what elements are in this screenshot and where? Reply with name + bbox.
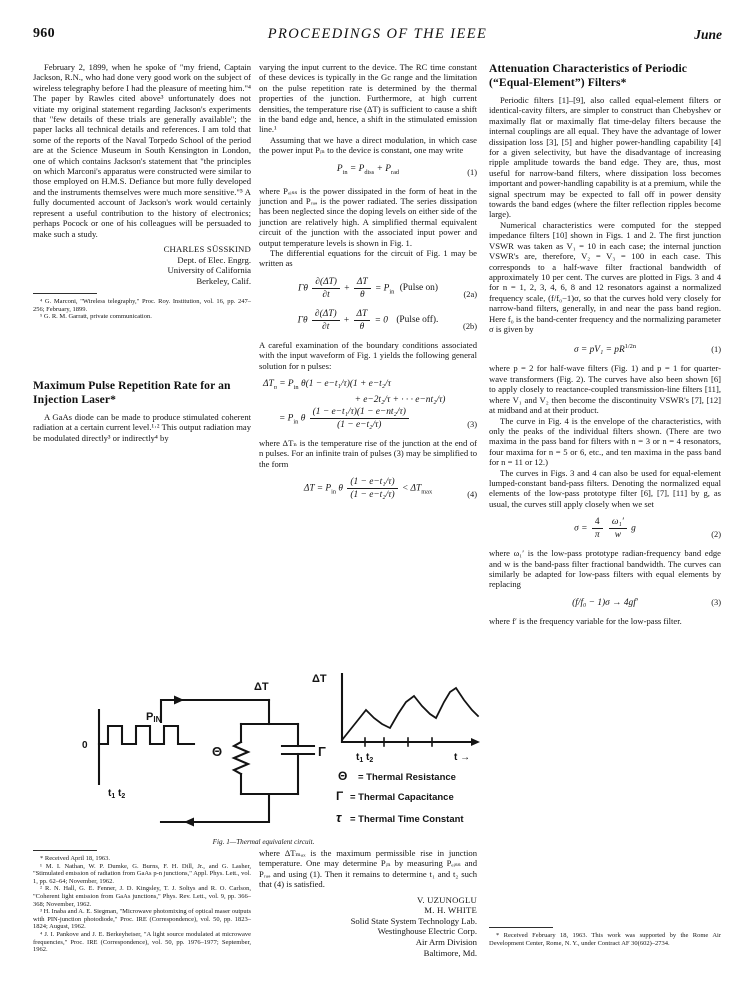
eq2b-prefix: Γθ — [297, 315, 308, 326]
letter2-body: A GaAs diode can be made to produce stimulated coherent radiation at a certain current level.¹·² This output radiation may be modulated directly³ or indirectly⁴ by — [33, 412, 251, 443]
signature-author-2: M. H. WHITE — [424, 905, 477, 916]
eq3-number: (3) — [467, 419, 477, 429]
c3eq1-number: (1) — [711, 345, 721, 355]
eq2a-number: (2a) — [463, 289, 477, 299]
footnote-item: ⁵ G. R. M. Garratt, private communication. — [40, 313, 152, 321]
eq2a-equals-sub: in — [389, 288, 395, 296]
section-spacer — [33, 321, 251, 379]
eq3-line3-lhs: = P — [279, 413, 294, 424]
letter1-body: February 2, 1899, when he spoke of "my friend, Captain Jackson, R.N., who had done very good work on the subject of wireless telegraphy before I had the pleasure of meeting him."⁴ The paper by Rawles cited above³ unfortunately does not vitiate my original statement regarding Jackson's experiments that "few details of these trials are generally available"; the paper lacks all technical details and references. I am told that some of the reports of the Naval Torpedo School of the period are at the Science Museum in South Kensington in London, one of which contains Jackson's statement that "the principles on which Marconi's apparatus were constructed were similar to those employed on H.M.S. Defiance but more fully developed and the instruments themselves were much more sensitive."⁵ A fully documented account of Jackson's work would certainly represent a useful contribution to the history of electronics; perhaps Pocock or one of his colleagues will be persuaded to make such a study. — [33, 62, 251, 239]
eq4-tail: < ΔT — [401, 483, 422, 494]
eq2b-condition: (Pulse off). — [396, 315, 439, 326]
legend-symbol-tau: τ — [336, 810, 342, 825]
col3-para-1: Periodic filters [1]–[9], also called equal-element filters or identical-cavity filters, are simpler to construct than Chebyshev or maximally flat or maximally flat time-delay filters because the internal couplings are all equal. They have the advantage of lower dissipation loss [3], [5] and higher power-handling capability [4] for a given selectivity, but have the disadvantage of increasing ripple amplitude towards the band edge. They are, thus, most useful for narrow-band filters, where dissipation loss becomes important and power-handling capability is at a premium, while the signal spectrum may be expected to fall off in power density towards the band edges (where the filter reflection ripples become large). — [489, 95, 721, 220]
eq3-rhs: = P — [279, 379, 294, 389]
col2-para-1: varying the input current to the device. The RC time constant of these devices is typically in the Gc range and the limitation on the pulse repetition rate is determined by the thermal properties of the junction. Furthermore, at high current densities, the temperature rise (ΔT) is sufficient to cause a shift in the band edge and, hence, a shift in the stimulated emission line.¹ — [259, 62, 477, 135]
equation-4 — [259, 476, 477, 501]
eq4-frac-num: (1 − e−t₁/τ) — [350, 477, 395, 488]
footnote-rule — [489, 927, 553, 928]
c3eq1-exponent: 1/2n — [624, 343, 637, 351]
figure-thermal-equivalent-circuit — [36, 662, 491, 837]
eq3-frac — [310, 406, 409, 431]
equation-2a — [259, 276, 477, 301]
eq2a-condition: (Pulse on) — [399, 283, 438, 294]
signature-author: CHARLES SÜSSKIND — [163, 243, 251, 254]
letter1-signature — [33, 244, 251, 286]
eq3-frac-num: (1 − e−t₁/τ)(1 − e−nt₂/τ) — [312, 406, 406, 417]
col3-equation-3 — [489, 597, 721, 609]
footnote-item: ¹ M. I. Nathan, W. P. Dumke, G. Burns, F. H. Dill, Jr., and G. Lasher, "Stimulated emission of radiation from GaAs p-n junctions," Appl. Phys. Lett., vol. 1, pp. 62–64; November, 1962. — [33, 862, 251, 885]
eq2a-prefix: Γθ — [298, 283, 308, 294]
eq2a-equals: = P — [374, 283, 390, 294]
eq2a-frac1-num: ∂(ΔT) — [315, 276, 337, 287]
col3-para-7: where f′ is the frequency variable for the low-pass filter. — [489, 615, 682, 626]
figure-caption-lead: Fig. 1— — [212, 838, 237, 846]
signature-affil-3: Air Arm Division — [415, 937, 477, 947]
footnote-item: ³ H. Inaba and A. E. Siegman, "Microwave photomixing of optical maser outputs with PIN-junction photodiode," Proc. IRE (Correspondence), vol. 50, pp. 1823–1824; August, 1962. — [33, 908, 251, 931]
eq4-theta: θ — [338, 483, 344, 494]
eq1-rhs-sub: diss — [364, 168, 375, 176]
col3-para-4: The curve in Fig. 4 is the envelope of the characteristics, with only the peaks of the individual filters shown. (There are two maxima in the pass band for filters with n = 3 or n = 4 resonators, four maxima for n = 5 or 6, etc., and ten maxima in the pass band for n = 11 or 12.) — [489, 415, 721, 468]
legend-symbol-gamma: Γ — [336, 789, 344, 803]
col3-para-5: The curves in Figs. 3 and 4 can also be used for equal-element lumped-constant band-pass filters. Denoting the normalized equal elements of the low-pass prototype filter [6], [7], [11] by g, as usual, the curves still apply closely when we set — [489, 467, 721, 509]
figure-label-t1t2: $t_1$ $t_2$ — [108, 788, 126, 800]
eq1-number: (1) — [467, 167, 477, 177]
legend-row-tau: = Thermal Time Constant — [350, 814, 464, 825]
c3eq2-number: (2) — [711, 530, 721, 540]
eq1-rhs2: + P — [376, 163, 391, 174]
col3-equation-1 — [489, 341, 721, 356]
col3-equation-2 — [489, 516, 721, 541]
plot-x-arrow — [471, 738, 480, 746]
journal-title: PROCEEDINGS OF THE IEEE — [267, 26, 488, 42]
pin-arrow — [174, 696, 184, 705]
eq2b-equals: = 0 — [374, 315, 388, 326]
col3-para-6: where ω₁′ is the low-pass prototype radian-frequency band edge and w is the band-pass filter fractional bandwidth. The curves can similarly be adapted for low-pass filters with equal elements by replacing — [489, 548, 721, 590]
signature-affil-3: Berkeley, Calif. — [196, 275, 251, 286]
pulse-waveform — [99, 726, 194, 744]
signature-affil-1: Dept. of Elec. Engrg. — [177, 254, 251, 265]
c3eq2-tail: g — [631, 523, 636, 534]
signature-author-1: V. UZUNOGLU — [417, 894, 477, 905]
figure-label-delta-t: ΔT — [254, 681, 269, 693]
eq1-lhs-sub: in — [342, 168, 348, 176]
col2-closing-block — [259, 848, 477, 958]
eq2b-number: (2b) — [463, 321, 477, 331]
equation-3 — [259, 378, 477, 431]
c3eq2-frac1-num: 4 — [594, 517, 600, 528]
col2-para-4: The differential equations for the circuit of Fig. 1 may be written as — [259, 247, 477, 269]
eq3-line-2: + e−2t₂/τ + · · · e−nt₂/τ) — [354, 394, 446, 405]
return-wire — [161, 794, 269, 822]
eq2a-frac2-den: θ — [354, 288, 371, 301]
delta-t-response-curve — [342, 688, 478, 740]
eq1-lhs: P — [336, 163, 343, 174]
col2-para-7: where ΔTₘₐₓ is the maximum permissible rise in junction temperature. One may determine Pᵢₙ by measuring Pₑᵢₛₛ and Pᵣₐₔ and using (1). Then it remains to determine t₁ and t₂ such that (4) is satisfied. — [259, 848, 477, 890]
column-3 — [489, 62, 721, 992]
running-head — [33, 26, 722, 48]
eq4-frac-den: (1 − e−t₂/τ) — [347, 488, 397, 501]
footnote-item: ⁴ G. Marconi, "Wireless telegraphy," Proc. Roy. Institution, vol. 16, pp. 247–256; February, 1899. — [33, 298, 251, 313]
legend-row-gamma: = Thermal Capacitance — [350, 792, 454, 803]
eq2a-frac1-den: ∂t — [312, 288, 340, 301]
column-1 — [33, 62, 251, 992]
eq3-lhs-sub: n — [273, 383, 277, 391]
plot-label-t1t2: $t_1$ $t_2$ — [356, 752, 374, 764]
eq3-lhs: ΔT — [263, 379, 274, 389]
footnote-item: * Received February 18, 1963. This work was supported by the Rome Air Development Center, Rome, N. Y., under Contract AF 30(602)–2734. — [489, 932, 721, 947]
eq3-line-1 — [263, 378, 477, 394]
col2-para-2: Assuming that we have a direct modulation, in which case the power input Pᵢₙ to the device is constant, one may write — [259, 134, 477, 156]
signature-affil-2: Westinghouse Electric Corp. — [377, 926, 477, 937]
figure-label-zero: 0 — [82, 740, 88, 751]
eq4-lhs-sub: in — [331, 488, 337, 496]
eq3-line3-sub: in — [293, 418, 299, 426]
letter2-signature — [259, 895, 477, 959]
eq2b-frac2-den: θ — [354, 320, 371, 333]
plot-label-t-axis: t → — [454, 752, 471, 763]
signature-affil-2: University of California — [167, 265, 251, 276]
signature-affil-4: Baltimore, Md. — [423, 947, 477, 958]
return-arrow — [184, 818, 194, 827]
figure-label-pin: PIN — [146, 711, 162, 724]
letter2-footnote-block — [33, 843, 251, 954]
eq3-line3-theta: θ — [300, 413, 306, 424]
legend-symbol-theta: Θ — [338, 769, 348, 783]
figure-svg — [36, 662, 491, 837]
eq3-line1-tail: θ(1 − e−t₁/τ)(1 + e−t₂/τ — [300, 379, 391, 389]
legend-row-theta: = Thermal Resistance — [358, 772, 456, 783]
theta-resistor-zigzag — [234, 742, 248, 774]
eq2a-plus: + — [344, 283, 350, 294]
c3eq2-frac-1 — [592, 516, 603, 541]
eq2b-frac-1 — [312, 308, 340, 333]
figure-label-theta: Θ — [212, 744, 223, 759]
eq3-line-3 — [263, 406, 477, 431]
eq2b-frac2-num: ΔT — [356, 308, 368, 319]
eq2b-frac1-den: ∂t — [312, 320, 340, 333]
eq2b-frac-2 — [354, 308, 371, 333]
letter2-title: Maximum Pulse Repetition Rate for an Injection Laser* — [33, 379, 231, 407]
equation-1 — [259, 163, 477, 179]
eq3-frac-den: (1 − e−t₂/τ) — [310, 418, 409, 431]
col2-para-5: A careful examination of the boundary conditions associated with the input waveform of Fig. 1 yields the following general solution for n pulses: — [259, 339, 477, 371]
page-number: 960 — [33, 26, 55, 41]
eq4-tail-sub: max — [421, 488, 433, 496]
col3-para-3: where p = 2 for half-wave filters (Fig. 1) and p = 1 for quarter-wave transformers (Fig. 2). The curves have also been shown [6] to apply closely to reactance-coupled transmission-line filters [11], where V₁ and V₂ then become the discontinuity VSWR's [7], [12] at midband and at their product. — [489, 363, 721, 416]
c3eq3-number: (3) — [711, 597, 721, 607]
eq2a-frac-1 — [312, 276, 340, 301]
eq4-frac — [347, 476, 397, 501]
col3-footnote-block — [489, 920, 721, 947]
signature-affil-1: Solid State System Technology Lab. — [350, 915, 477, 926]
c3eq1-body: σ = pV₁ = pR — [573, 345, 625, 356]
footnote-item: * Received April 18, 1963. — [40, 855, 111, 862]
c3eq2-frac1-den: π — [592, 528, 603, 541]
figure-caption-text: Thermal equivalent circuit. — [236, 838, 315, 846]
c3eq2-frac2-num: ω₁′ — [611, 517, 624, 528]
c3eq2-lhs: σ = — [574, 523, 588, 534]
eq3-rhs-sub: in — [293, 383, 299, 391]
footnote-rule — [33, 850, 97, 851]
figure-caption — [36, 838, 491, 846]
col2-para-6: where ΔTₙ is the temperature rise of the junction at the end of n pulses. For an infinite train of pulses (3) may be simplified to the form — [259, 437, 477, 469]
col2-para-3: where Pₑᵢₛₛ is the power dissipated in the form of heat in the junction and Pᵣₐₔ is the power radiated. The series dissipation has been neglected since the doping levels on either side of the junction are relatively high. A simplified thermal equivalent circuit of the junction with the associated input power and output temperature levels is shown in Fig. 1. — [259, 185, 477, 248]
figure-label-gamma: Γ — [318, 744, 326, 759]
footnote-rule — [33, 293, 97, 294]
pin-wire-top — [161, 700, 269, 722]
equation-2b — [259, 308, 477, 333]
c3eq2-frac-2 — [609, 516, 627, 541]
issue-month: June — [694, 27, 722, 42]
eq1-rhs2-sub: rad — [390, 168, 400, 176]
article3-title: Attenuation Characteristics of Periodic (“Equal-Element”) Filters* — [489, 62, 688, 89]
footnote-item: ⁴ J. I. Pankove and J. E. Berkeyheiser, "A light source modulated at microwave frequencies," Proc. IRE (Correspondence), vol. 50, pp. 1976–1977; September, 1962. — [33, 930, 251, 954]
eq4-number: (4) — [467, 490, 477, 500]
column-2 — [259, 62, 477, 992]
eq2a-frac2-num: ΔT — [356, 276, 368, 287]
eq2b-plus: + — [343, 315, 350, 326]
eq4-lhs: ΔT = P — [303, 483, 332, 494]
c3eq2-frac2-den: w — [609, 528, 627, 541]
plot-label-delta-t: ΔT — [312, 673, 327, 685]
footnote-item: ² R. N. Hall, G. E. Fenner, J. D. Kingsley, T. J. Soltys and R. O. Carlson, "Coherent light emission from GaAs junctions," Phys. Rev. Lett., vol. 9, pp. 366–368; November, 1962. — [33, 885, 251, 908]
eq2b-frac1-num: ∂(ΔT) — [314, 308, 337, 319]
col3-para-2: Numerical characteristics were computed for the stepped impedance filters [10] shown in Figs. 1 and 2. The first junction VSWR was taken as V₁ = 10 in each case; the internal junction VSWR's are, therefore, V₂ = V₃ = 100 in each case. This corresponds to a half-wave filter fractional bandwidth of approximately 10 per cent. The curves are plotted in Figs. 3 and 4 for n = 1, 2, 3, 4, 6, 8 and 12 resonators against a normalized frequency scale, (f/f₀−1)σ, so that the curves hold very closely for narrow-band filters, generally, in and near the pass band region. Here f₀ is the band-center frequency and the normalizing parameter σ is given by — [489, 219, 721, 334]
eq1-rhs: = P — [349, 163, 365, 174]
c3eq3-body: (f/f₀ − 1)σ → 4gf′ — [572, 597, 638, 608]
eq2a-frac-2 — [354, 276, 371, 301]
